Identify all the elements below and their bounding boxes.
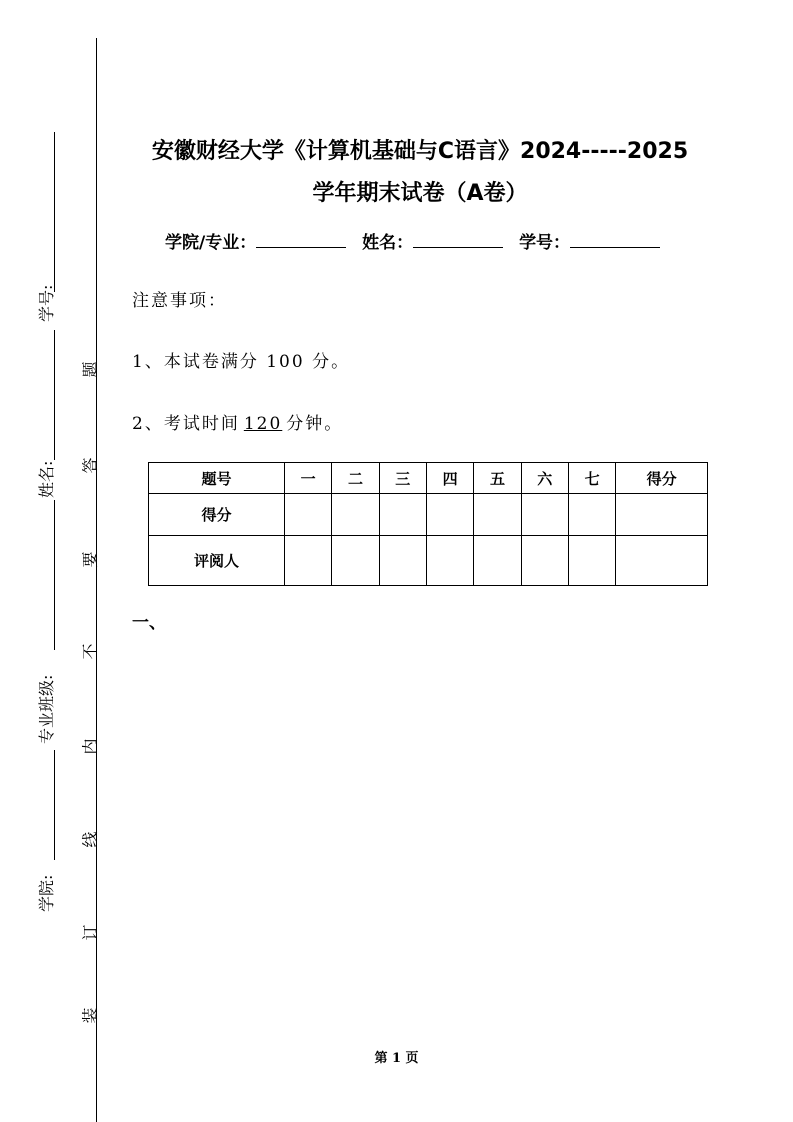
score-cell — [332, 494, 379, 536]
score-cell — [616, 494, 708, 536]
reviewer-cell — [568, 536, 615, 586]
student-id-label: 学号： — [519, 233, 571, 253]
reviewer-cell — [284, 536, 331, 586]
table-header-cell: 三 — [379, 463, 426, 494]
student-id-blank-line — [54, 132, 55, 292]
major-class-blank-line — [54, 500, 55, 650]
table-header-cell: 六 — [521, 463, 568, 494]
side-major-class-label: 专业班级: — [37, 674, 56, 744]
exam-title-line2: 学年期末试卷（A卷） — [312, 181, 528, 206]
table-header-cell: 题号 — [149, 463, 285, 494]
row-label-reviewer: 评阅人 — [149, 536, 285, 586]
college-blank-line — [54, 750, 55, 860]
binding-char: 答 — [80, 457, 100, 474]
binding-line — [96, 38, 97, 1122]
exam-title-line1: 安徽财经大学《计算机基础与C语言》2024-----2025 — [151, 139, 689, 164]
reviewer-cell — [474, 536, 521, 586]
table-row — [149, 536, 708, 586]
reviewer-cell — [616, 536, 708, 586]
score-cell — [284, 494, 331, 536]
notice-item-2-prefix: 2、考试时间 — [132, 414, 240, 434]
side-college-label: 学院: — [37, 874, 56, 912]
score-cell — [474, 494, 521, 536]
reviewer-cell — [332, 536, 379, 586]
score-cell — [379, 494, 426, 536]
name-blank — [413, 231, 503, 248]
college-major-label: 学院/专业： — [165, 233, 257, 253]
reviewer-cell — [521, 536, 568, 586]
row-label-score: 得分 — [149, 494, 285, 536]
notice-item-1: 1、本试卷满分 100 分。 — [132, 352, 351, 372]
notice-item-2 — [132, 409, 343, 434]
table-header-cell: 四 — [426, 463, 473, 494]
table-header-cell: 七 — [568, 463, 615, 494]
notice-heading: 注意事项： — [132, 291, 227, 311]
binding-char: 题 — [80, 361, 100, 378]
binding-char: 线 — [80, 831, 100, 848]
binding-char: 不 — [80, 643, 100, 660]
binding-char: 订 — [80, 924, 100, 941]
score-table-header-row — [149, 463, 708, 494]
score-cell — [426, 494, 473, 536]
reviewer-cell — [426, 536, 473, 586]
exam-duration-value: 120 — [243, 414, 283, 434]
section-one-heading: 一、 — [132, 613, 166, 633]
score-cell — [521, 494, 568, 536]
notice-item-2-suffix: 分钟。 — [286, 414, 344, 434]
table-header-cell: 二 — [332, 463, 379, 494]
student-info-row — [165, 228, 670, 253]
college-major-blank — [256, 231, 346, 248]
table-header-cell: 得分 — [616, 463, 708, 494]
score-table — [148, 462, 708, 586]
table-row — [149, 494, 708, 536]
side-name-label: 姓名: — [37, 460, 56, 498]
page-number: 第 1 页 — [374, 1051, 419, 1066]
reviewer-cell — [379, 536, 426, 586]
score-cell — [568, 494, 615, 536]
table-header-cell: 一 — [284, 463, 331, 494]
name-blank-line — [54, 330, 55, 460]
student-id-blank — [570, 231, 660, 248]
name-label: 姓名： — [362, 233, 414, 253]
binding-char: 要 — [80, 551, 100, 568]
side-student-id-label: 学号: — [37, 284, 56, 322]
table-header-cell: 五 — [474, 463, 521, 494]
binding-char: 内 — [80, 738, 100, 755]
binding-char: 装 — [80, 1007, 100, 1024]
